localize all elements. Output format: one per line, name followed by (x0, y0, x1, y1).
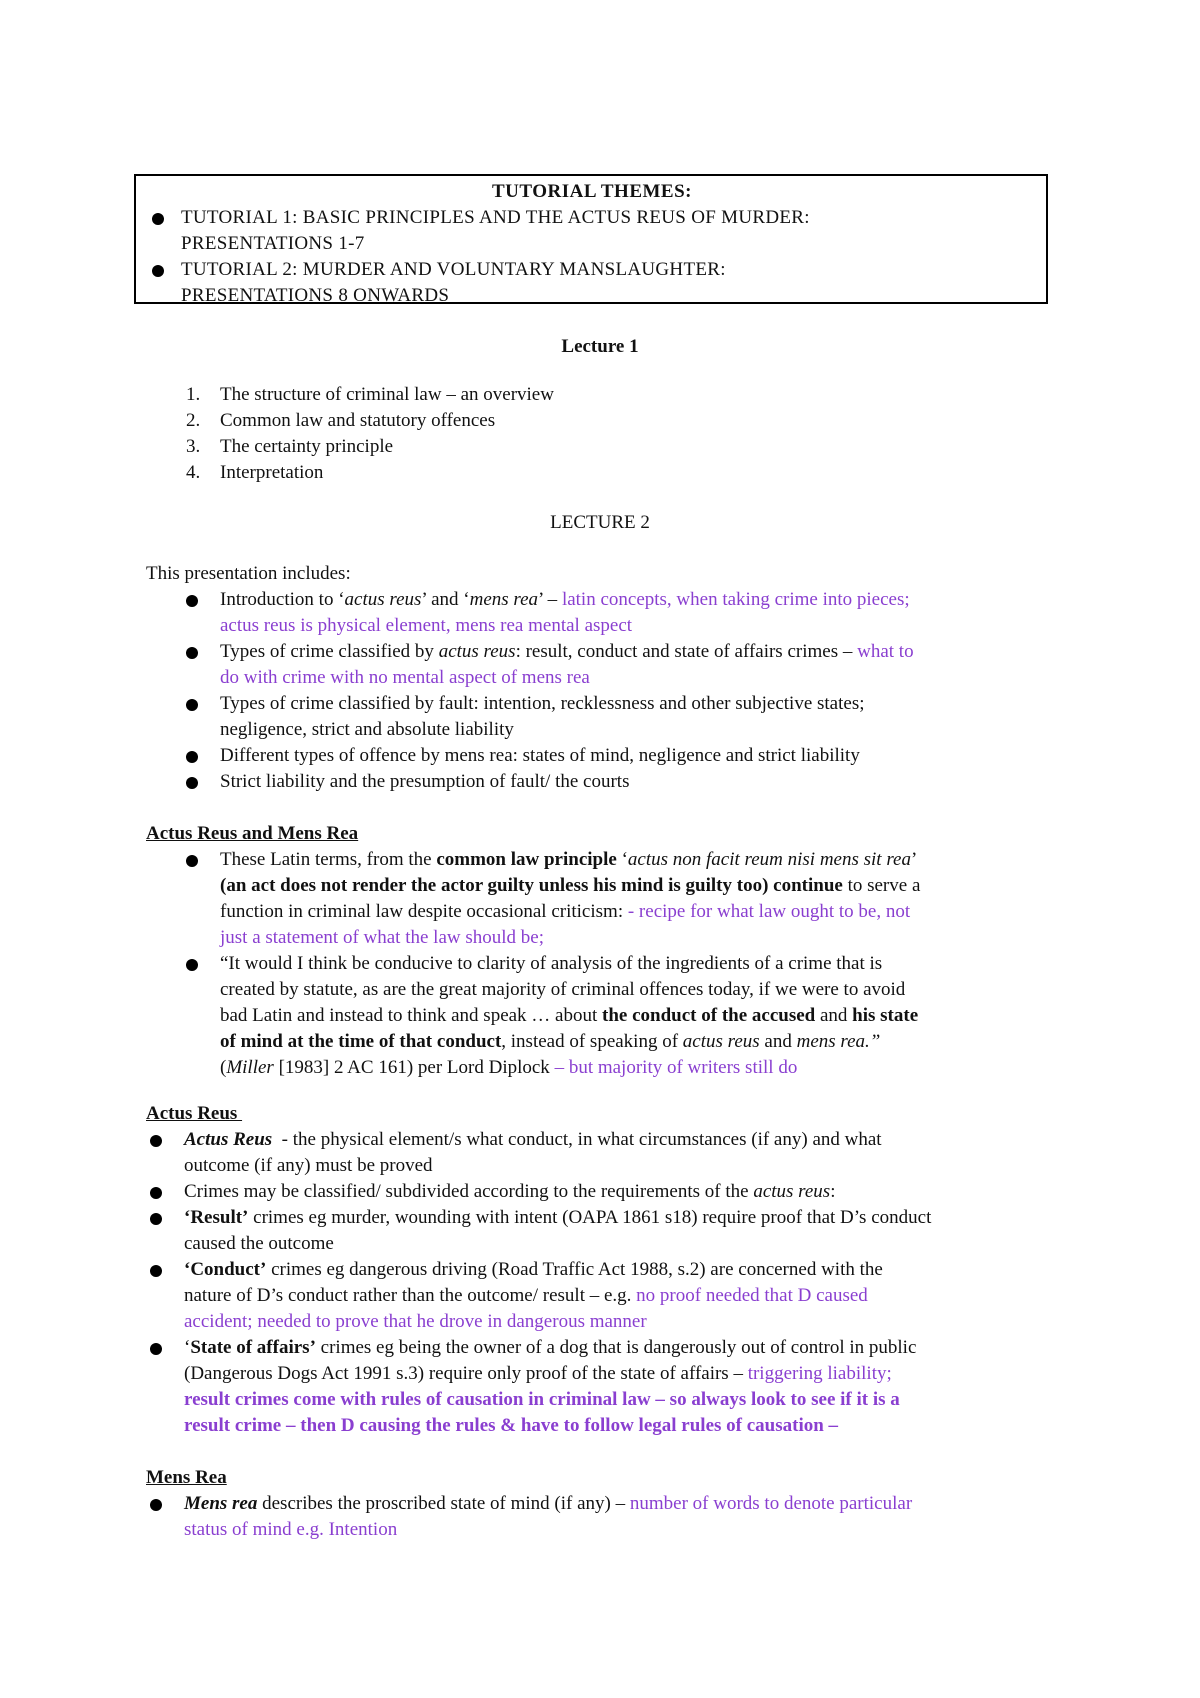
list-item: Actus Reus - the physical element/s what conduct, in what circumstances (if any) and what outcome (if any) must be proved (150, 1127, 931, 1179)
list-item: TUTORIAL 2: MURDER AND VOLUNTARY MANSLAUGHTER: (148, 257, 1036, 283)
bullet-icon (150, 1213, 162, 1225)
section-heading-actus-reus: Actus Reus (146, 1103, 243, 1124)
actus-mens-list (186, 847, 920, 1081)
list-item: Strict liability and the presumption of fault/ the courts (186, 769, 914, 795)
bullet-icon (186, 647, 198, 659)
list-item: Crimes may be classified/ subdivided according to the requirements of the actus reus: (150, 1179, 931, 1205)
lecture-2-list (186, 587, 914, 795)
bullet-icon (186, 595, 198, 607)
list-item: PRESENTATIONS 1-7 (181, 233, 365, 254)
list-item: TUTORIAL 1: BASIC PRINCIPLES AND THE ACTUS REUS OF MURDER: (148, 205, 1036, 231)
bullet-icon (150, 1343, 162, 1355)
actus-reus-list (150, 1127, 931, 1439)
bullet-icon (150, 1265, 162, 1277)
list-item: Introduction to ‘actus reus’ and ‘mens rea’ – latin concepts, when taking crime into pieces; actus reus is physical element, mens rea mental aspect (186, 587, 914, 639)
bullet-icon (186, 959, 198, 971)
list-item: Different types of offence by mens rea: states of mind, negligence and strict liability (186, 743, 914, 769)
bullet-icon (152, 265, 164, 277)
list-item: 3. The certainty principle (186, 436, 394, 457)
list-item: ‘Result’ crimes eg murder, wounding with intent (OAPA 1861 s18) require proof that D’s conduct caused the outcome (150, 1205, 931, 1257)
bullet-icon (150, 1187, 162, 1199)
list-item: 4. Interpretation (186, 462, 324, 483)
list-item: Types of crime classified by actus reus: result, conduct and state of affairs crimes – what to do with crime with no mental aspect of mens rea (186, 639, 914, 691)
bullet-icon (150, 1135, 162, 1147)
list-item: PRESENTATIONS 8 ONWARDS (181, 285, 450, 306)
lecture-1-title: Lecture 1 (561, 336, 639, 357)
tutorial-list (148, 205, 1036, 309)
list-item: ‘State of affairs’ crimes eg being the owner of a dog that is dangerously out of control in public (Dangerous Dogs Act 1991 s.3) require only proof of the state of affairs – triggering liability; result crimes come with rules of causation in criminal law – so always look to see if it is a result crime – then D causing the rules & have to follow legal rules of causation – (150, 1335, 931, 1439)
tutorial-themes-box (134, 174, 1048, 304)
list-item: 1. The structure of criminal law – an overview (186, 384, 554, 405)
bullet-icon (152, 213, 164, 225)
presentation-intro: This presentation includes: (146, 563, 351, 584)
bullet-icon (186, 751, 198, 763)
section-heading-mens-rea: Mens Rea (146, 1467, 227, 1488)
bullet-icon (186, 777, 198, 789)
bullet-icon (150, 1499, 162, 1511)
lecture-2-title: LECTURE 2 (550, 512, 650, 533)
bullet-icon (186, 855, 198, 867)
list-item: Types of crime classified by fault: intention, recklessness and other subjective states; negligence, strict and absolute liability (186, 691, 914, 743)
tutorial-themes-title: TUTORIAL THEMES: (492, 181, 692, 202)
list-item: These Latin terms, from the common law principle ‘actus non facit reum nisi mens sit rea’ (an act does not render the actor guilty unless his mind is guilty too) continue to serve a function in criminal law despite occasional criticism: - recipe for what law ought to be, not just a statement of what the law should be; (186, 847, 920, 951)
list-item: Mens rea describes the proscribed state of mind (if any) – number of words to denote particular status of mind e.g. Intention (150, 1491, 912, 1543)
lecture-1-list (186, 382, 554, 486)
section-heading-actus-reus-and-mens-rea: Actus Reus and Mens Rea (146, 823, 359, 844)
mens-rea-list (150, 1491, 912, 1543)
list-item: ‘Conduct’ crimes eg dangerous driving (Road Traffic Act 1988, s.2) are concerned with the nature of D’s conduct rather than the outcome/ result – e.g. no proof needed that D caused accident; needed to prove that he drove in dangerous manner (150, 1257, 931, 1335)
list-item: 2. Common law and statutory offences (186, 410, 496, 431)
bullet-icon (186, 699, 198, 711)
list-item: “It would I think be conducive to clarity of analysis of the ingredients of a crime that is created by statute, as are the great majority of criminal offences today, if we were to avoid bad Latin and instead to think and speak … about the conduct of the accused and his state of mind at the time of that conduct, instead of speaking of actus reus and mens rea.” (Miller [1983] 2 AC 161) per Lord Diplock – but majority of writers still do (186, 951, 920, 1081)
